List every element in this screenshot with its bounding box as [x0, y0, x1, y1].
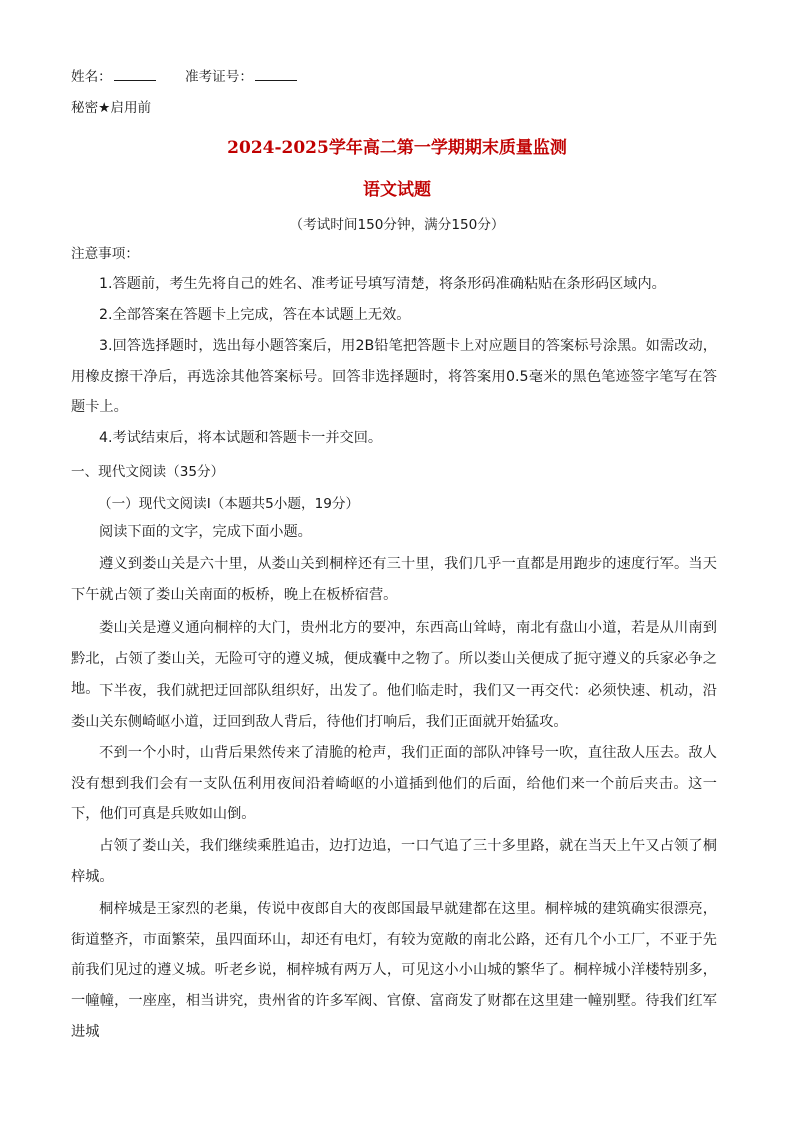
secret-label: 秘密★启用前: [71, 100, 152, 116]
exam-id-label: 准考证号：: [185, 69, 253, 85]
note-item-4: 4.考试结束后，将本试题和答题卡一并交回。: [99, 430, 383, 446]
passage-paragraph-2: 娄山关是遵义通向桐梓的大门，贵州北方的要冲，东西高山耸峙，南北有盘山小道，若是从川南到黔北，占领了娄山关，无险可守的遵义城，便成囊中之物了。所以娄山关便成了扼守遵义的兵家必争之地。: [71, 620, 717, 698]
name-blank[interactable]: [114, 67, 156, 81]
passage-paragraph-6: 桐梓城是王家烈的老巢，传说中夜郎自大的夜郎国最早就建都在这里。桐梓城的建筑确实很漂亮，街道整齐，市面繁荣，虽四面环山，却还有电灯，有较为宽敞的南北公路，还有几个小工厂，不亚于先前我们见过的遵义城。听老乡说，桐梓城有两万人，可见这小小山城的繁华了。桐梓城小洋楼特别多，一幢幢，一座座，相当讲究，贵州省的许多军阀、官僚、富商发了财都在这里建一幢别墅。待我们红军进城: [71, 901, 717, 1040]
note-item-1: 1.答题前，考生先将自己的姓名、准考证号填写清楚，将条形码准确粘贴在条形码区域内。: [99, 276, 666, 292]
name-label: 姓名：: [71, 69, 112, 85]
subject-title: 语文试题: [363, 180, 431, 200]
passage-paragraph-1: 遵义到娄山关是六十里，从娄山关到桐梓还有三十里，我们几乎一直都是用跑步的速度行军。当天下午就占领了娄山关南面的板桥，晚上在板桥宿营。: [71, 556, 717, 603]
notes-heading: 注意事项：: [71, 246, 139, 262]
exam-id-field: [185, 67, 297, 86]
page-title: 2024-2025学年高二第一学期期末质量监测: [227, 138, 567, 158]
section-heading: 一、现代文阅读（35分）: [71, 464, 225, 480]
exam-info: （考试时间150分钟，满分150分）: [289, 217, 505, 233]
exam-id-blank[interactable]: [255, 67, 297, 81]
passage-paragraph-3: 下半夜，我们就把迂回部队组织好，出发了。他们临走时，我们又一再交代：必须快速、机动，沿娄山关东侧崎岖小道，迂回到敌人背后，待他们打响后，我们正面就开始猛攻。: [71, 683, 717, 730]
note-item-2: 2.全部答案在答题卡上完成，答在本试题上无效。: [99, 307, 411, 323]
note-item-3: 3.回答选择题时，选出每小题答案后，用2B铅笔把答题卡上对应题目的答案标号涂黑。如需改动，用橡皮擦干净后，再选涂其他答案标号。回答非选择题时，将答案用0.5毫米的黑色笔迹签字笔写在答题卡上。: [71, 338, 717, 416]
passage-paragraph-5: 占领了娄山关，我们继续乘胜追击，边打边追，一口气追了三十多里路，就在当天上午又占领了桐梓城。: [71, 838, 717, 885]
reading-instruction: 阅读下面的文字，完成下面小题。: [99, 524, 312, 540]
passage-paragraph-4: 不到一个小时，山背后果然传来了清脆的枪声，我们正面的部队冲锋号一吹，直往敌人压去。敌人没有想到我们会有一支队伍利用夜间沿着崎岖的小道插到他们的后面，给他们来一个前后夹击。这一下，他们可真是兵败如山倒。: [71, 745, 717, 823]
name-field: [71, 67, 156, 86]
sub-section-heading: （一）现代文阅读Ⅰ（本题共5小题，19分）: [98, 496, 360, 512]
